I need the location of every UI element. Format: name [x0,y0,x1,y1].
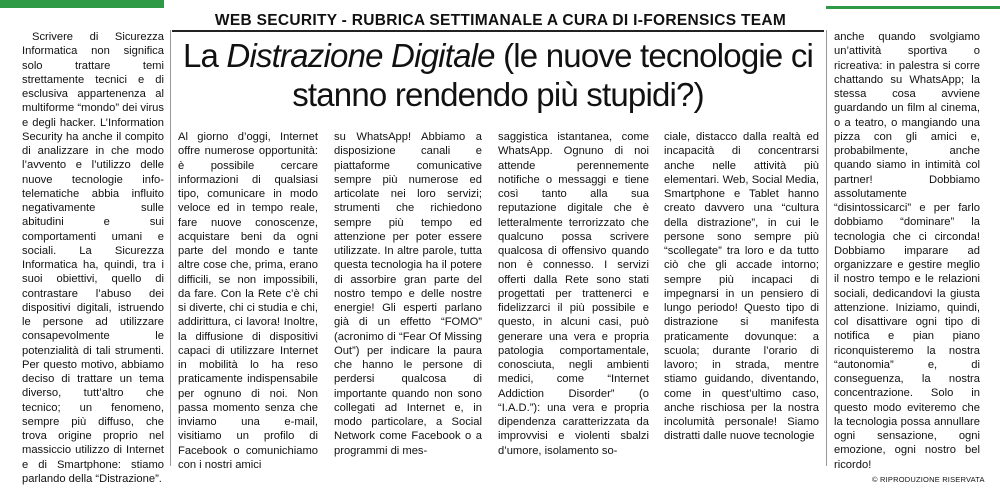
article-column-6: anche quando svolgiamo un’attività sportiva o ricreativa: in palestra si corre chattando su WhatsApp; la stessa cosa avviene guardando un film al cinema, o a teatro, o mangiando una pizza con gli amici e, probabilmente, anche quando siamo in intimità col partner! Dobbiamo assolutamente “disintossicarci” e per farlo dobbiamo “dominare” la tecnologia che ci circonda! Dobbiamo imparare ad organizzare e gestire meglio il nostro tempo e le relazioni sociali, dedicandovi la giusta attenzione. Iniziamo, quindi, col disattivare ogni tipo di notifica e pian piano riconquisteremo la nostra “autonomia” e, di conseguenza, la nostra concentrazione. Solo in questo modo eviteremo che la tecnologia possa annullare ogni sensazione, ogni emozione, ogni nostro bel ricordo! [834,31,980,471]
article-column-4: saggistica istantanea, come WhatsApp. Ognuno di noi attende perennemente notifiche o messaggi e tiene così tanto alla sua reputazione digitale che è letteralmente terrorizzato che qualcuno possa scrivere qualcosa di offensivo quando non è connesso. I servizi offerti dalla Rete sono stati progettati per trattenerci e fidelizzarci il più possibile e questo, in alcuni casi, può generare una vera e propria patologia comportamentale, conosciuta, negli ambienti medici, come “Internet Addiction Disorder” (o “I.A.D.”): una vera e propria dipendenza caratterizzata da improvvisi e violenti sbalzi d’umore, isolamento so- [498,131,649,457]
header-divider [172,30,824,32]
headline-italic: Distrazione Digitale [226,37,495,74]
copyright-notice: © RIPRODUZIONE RISERVATA [872,475,985,484]
column-divider [826,30,827,466]
accent-line [826,6,1000,9]
article-column-5: ciale, distacco dalla realtà ed incapacità di concentrarsi anche nelle attività più elementari. Web, Social Media, Smartphone e Tablet hanno creato davvero una “cultura della distrazione”, in cui le persone sono sempre più “scollegate” tra loro e da tutto ciò che gli accade intorno; sempre più incapaci di impegnarsi in un pensiero di lungo periodo! Questo tipo di distrazione si manifesta praticamente dovunque: a scuola; durante l’orario di lavoro; in strada, mentre stiamo guidando, diventando, come in quest’ultimo caso, anche rischiosa per la nostra incolumità personale! Siamo distratti dalle nuove tecnologie [664,131,819,443]
accent-bar [0,0,164,8]
headline-part-2: (le nuove tecnologie ci stanno rendendo più stupidi?) [292,37,814,113]
rubric-title: WEB SECURITY - RUBRICA SETTIMANALE A CURA DI I-FORENSICS TEAM [214,12,787,29]
headline [172,36,824,114]
headline-part-1: La [182,37,227,74]
column-divider [170,30,171,466]
article-column-3: su WhatsApp! Abbiamo a disposizione canali e piattaforme comunicative sempre più numerose ed articolate nei loro servizi; strumenti che richiedono sempre più tempo ed attenzione per poter essere utilizzate. In altre parole, tutta questa tecnologia ha il potere di assorbire gran parte del nostro tempo e delle nostre energie! Gli esperti parlano già di un effetto “FOMO” (acronimo di “Fear Of Missing Out”) per indicare la paura che hanno le persone di perdersi qualcosa di importante quando non sono collegati ad Internet e, in modo particolare, a Social Network come Facebook o a programmi di mes- [334,131,482,457]
article-column-2: Al giorno d’oggi, Internet offre numerose opportunità: è possibile cercare informazioni di qualsiasi tipo, comunicare in modo veloce ed in tempo reale, fare nuove conoscenze, acquistare beni da ogni parte del mondo e tante altre cose che, prima, erano difficili, se non impossibili, da fare. Con la Rete c’è chi si diverte, chi ci studia e chi, addirittura, ci lavora! Inoltre, la diffusione di dispositivi capaci di utilizzare Internet in mobilità lo ha reso praticamente indispensabile per ognuno di noi. Non passa momento senza che inviamo una e-mail, visitiamo un profilo di Facebook o comunichiamo con i nostri amici [178,131,318,471]
article-column-1: Scrivere di Sicurezza Informatica non significa solo trattare temi strettamente tecnici e di esclusiva appartenenza al multiforme “mondo” dei virus e degli hacker. L’Information Security ha anche il compito di analizzare in che modo l’avvento e l’utilizzo delle nuove tecnologie info-telematiche abbia influito negativamente sulle abitudini e sui comportamenti umani e sociali. La Sicurezza Informatica ha, quindi, tra i suoi obiettivi, quello di contrastare l’abuso dei dispositivi digitali, istruendo le persone ad utilizzare consapevolmente le potenzialità di tali strumenti. Per questo motivo, abbiamo deciso di trattare un tema diverso, tutt’altro che tecnico; un fenomeno, sempre più diffuso, che trova origine proprio nel massiccio utilizzo di Internet e di Smartphone: stiamo parlando della “Distrazione”. [22,31,164,485]
